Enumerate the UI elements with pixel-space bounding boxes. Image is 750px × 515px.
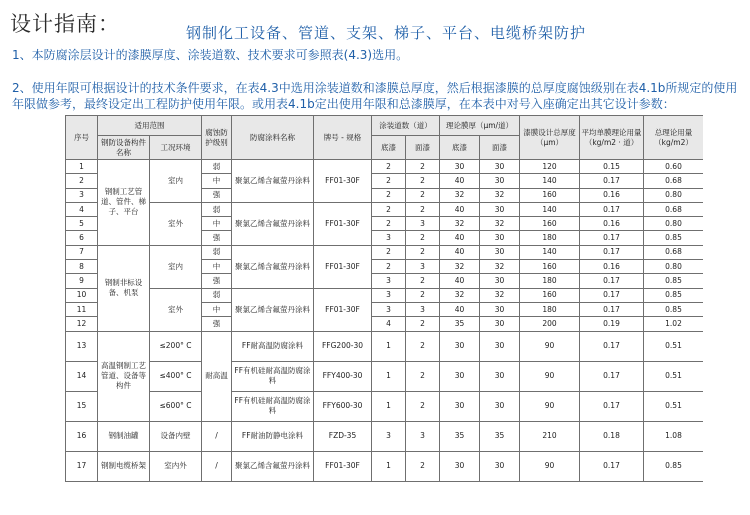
group-coating: 聚氯乙烯含氟萤丹涂料 bbox=[232, 288, 314, 331]
header-scope: 适用范围 bbox=[98, 116, 202, 136]
group-object: 高温钢制工艺管道、设备等构件 bbox=[98, 331, 150, 421]
table-row: 17 钢制电缆桥架 室内外 / 聚氯乙烯含氟萤丹涂料 FF01-30F 1 2 30 30 90 0.17 0.85 bbox=[66, 451, 704, 481]
table-row: 15 ≤600° C FF有机硅耐高温防腐涂料 FFY600-30 1 2 30 30 90 0.17 0.51 bbox=[66, 391, 704, 421]
group-level: 耐高温 bbox=[202, 331, 232, 421]
page-subtitle: 钢制化工设备、管道、支架、梯子、平台、电缆桥架防护 bbox=[186, 24, 587, 42]
table-row: 3 强 2 2 32 32 160 0.16 0.80 bbox=[66, 188, 704, 202]
header-passes: 涂装道数（道） bbox=[372, 116, 440, 136]
group-brand: FF01-30F bbox=[314, 288, 372, 331]
group-env: 室外 bbox=[150, 288, 202, 331]
header-thickness-topcoat: 面漆 bbox=[480, 136, 520, 160]
header-level: 腐蚀防护级别 bbox=[202, 116, 232, 160]
table-row: 4 室外 弱 聚氯乙烯含氟萤丹涂料 FF01-30F 2 2 40 30 140 0.17 0.68 bbox=[66, 202, 704, 216]
group-brand: FF01-30F bbox=[314, 160, 372, 203]
table-row: 14 ≤400° C FF有机硅耐高温防腐涂料 FFY400-30 1 2 30 30 90 0.17 0.51 bbox=[66, 361, 704, 391]
table-row: 5 中 2 3 32 32 160 0.16 0.80 bbox=[66, 217, 704, 231]
table-row: 8 中 2 3 32 32 160 0.16 0.80 bbox=[66, 260, 704, 274]
header-passes-topcoat: 面漆 bbox=[406, 136, 440, 160]
header-unit-usage: 平均单膜理论用量（kg/m2 · 道） bbox=[580, 116, 644, 160]
header-total: 漆膜设计总厚度（μm） bbox=[520, 116, 580, 160]
table-row: 11 中 3 3 40 30 180 0.17 0.85 bbox=[66, 302, 704, 316]
coating-spec-table bbox=[65, 115, 703, 482]
table-row: 9 强 3 2 40 30 180 0.17 0.85 bbox=[66, 274, 704, 288]
header-thickness-primer: 底漆 bbox=[440, 136, 480, 160]
table-row: 1 钢制工艺管道、管件、梯子、平台 室内 弱 聚氯乙烯含氟萤丹涂料 FF01-30F 2 2 30 30 120 0.15 0.60 bbox=[66, 160, 704, 174]
coating-spec-table-wrapper bbox=[65, 115, 703, 515]
header-seq: 序号 bbox=[66, 116, 98, 160]
header-env: 工况环境 bbox=[150, 136, 202, 160]
header-object: 钢防设备构件名称 bbox=[98, 136, 150, 160]
header-coating: 防腐涂料名称 bbox=[232, 116, 314, 160]
header-brand: 牌号 - 规格 bbox=[314, 116, 372, 160]
group-env: 室内 bbox=[150, 245, 202, 288]
table-row: 12 强 4 2 35 30 200 0.19 1.02 bbox=[66, 317, 704, 331]
group-coating: 聚氯乙烯含氟萤丹涂料 bbox=[232, 245, 314, 288]
table-row: 6 强 3 2 40 30 180 0.17 0.85 bbox=[66, 231, 704, 245]
table-row: 2 中 2 2 40 30 140 0.17 0.68 bbox=[66, 174, 704, 188]
group-env: 室内 bbox=[150, 160, 202, 203]
table-row: 13 高温钢制工艺管道、设备等构件 ≤200° C 耐高温 FF耐高温防腐涂料 FFG200-30 1 2 30 30 90 0.17 0.51 bbox=[66, 331, 704, 361]
group-object: 钢制非标设备、机泵 bbox=[98, 245, 150, 331]
guide-paragraph-1: 1、本防腐涂层设计的漆膜厚度、涂装道数、技术要求可参照表(4.3)选用。 bbox=[12, 48, 409, 62]
header-passes-primer: 底漆 bbox=[372, 136, 406, 160]
guide-paragraph-2: 2、使用年限可根据设计的技术条件要求，在表4.3中选用涂装道数和漆膜总厚度，然后根据漆膜的总厚度腐蚀级别在表4.1b所规定的使用年限做参考，最终设定出工程防护使用年限。或用表4.1b定出使用年限和总漆膜厚，在本表中对号入座确定出其它设计参数： bbox=[12, 81, 738, 111]
group-coating: 聚氯乙烯含氟萤丹涂料 bbox=[232, 160, 314, 203]
group-brand: FF01-30F bbox=[314, 245, 372, 288]
header-total-usage: 总理论用量（kg/m2） bbox=[644, 116, 703, 160]
table-row: 16 钢制油罐 设备内壁 / FF耐油防静电涂料 FZD-35 3 3 35 35 210 0.18 1.08 bbox=[66, 421, 704, 451]
group-brand: FF01-30F bbox=[314, 202, 372, 245]
table-row: 10 室外 弱 聚氯乙烯含氟萤丹涂料 FF01-30F 3 2 32 32 160 0.17 0.85 bbox=[66, 288, 704, 302]
header-thickness: 理论膜厚（μm/道） bbox=[440, 116, 520, 136]
group-coating: 聚氯乙烯含氟萤丹涂料 bbox=[232, 202, 314, 245]
group-object: 钢制工艺管道、管件、梯子、平台 bbox=[98, 160, 150, 246]
group-env: 室外 bbox=[150, 202, 202, 245]
page-title: 设计指南： bbox=[10, 12, 120, 36]
table-header-row bbox=[66, 116, 704, 136]
table-row: 7 钢制非标设备、机泵 室内 弱 聚氯乙烯含氟萤丹涂料 FF01-30F 2 2 40 30 140 0.17 0.68 bbox=[66, 245, 704, 259]
